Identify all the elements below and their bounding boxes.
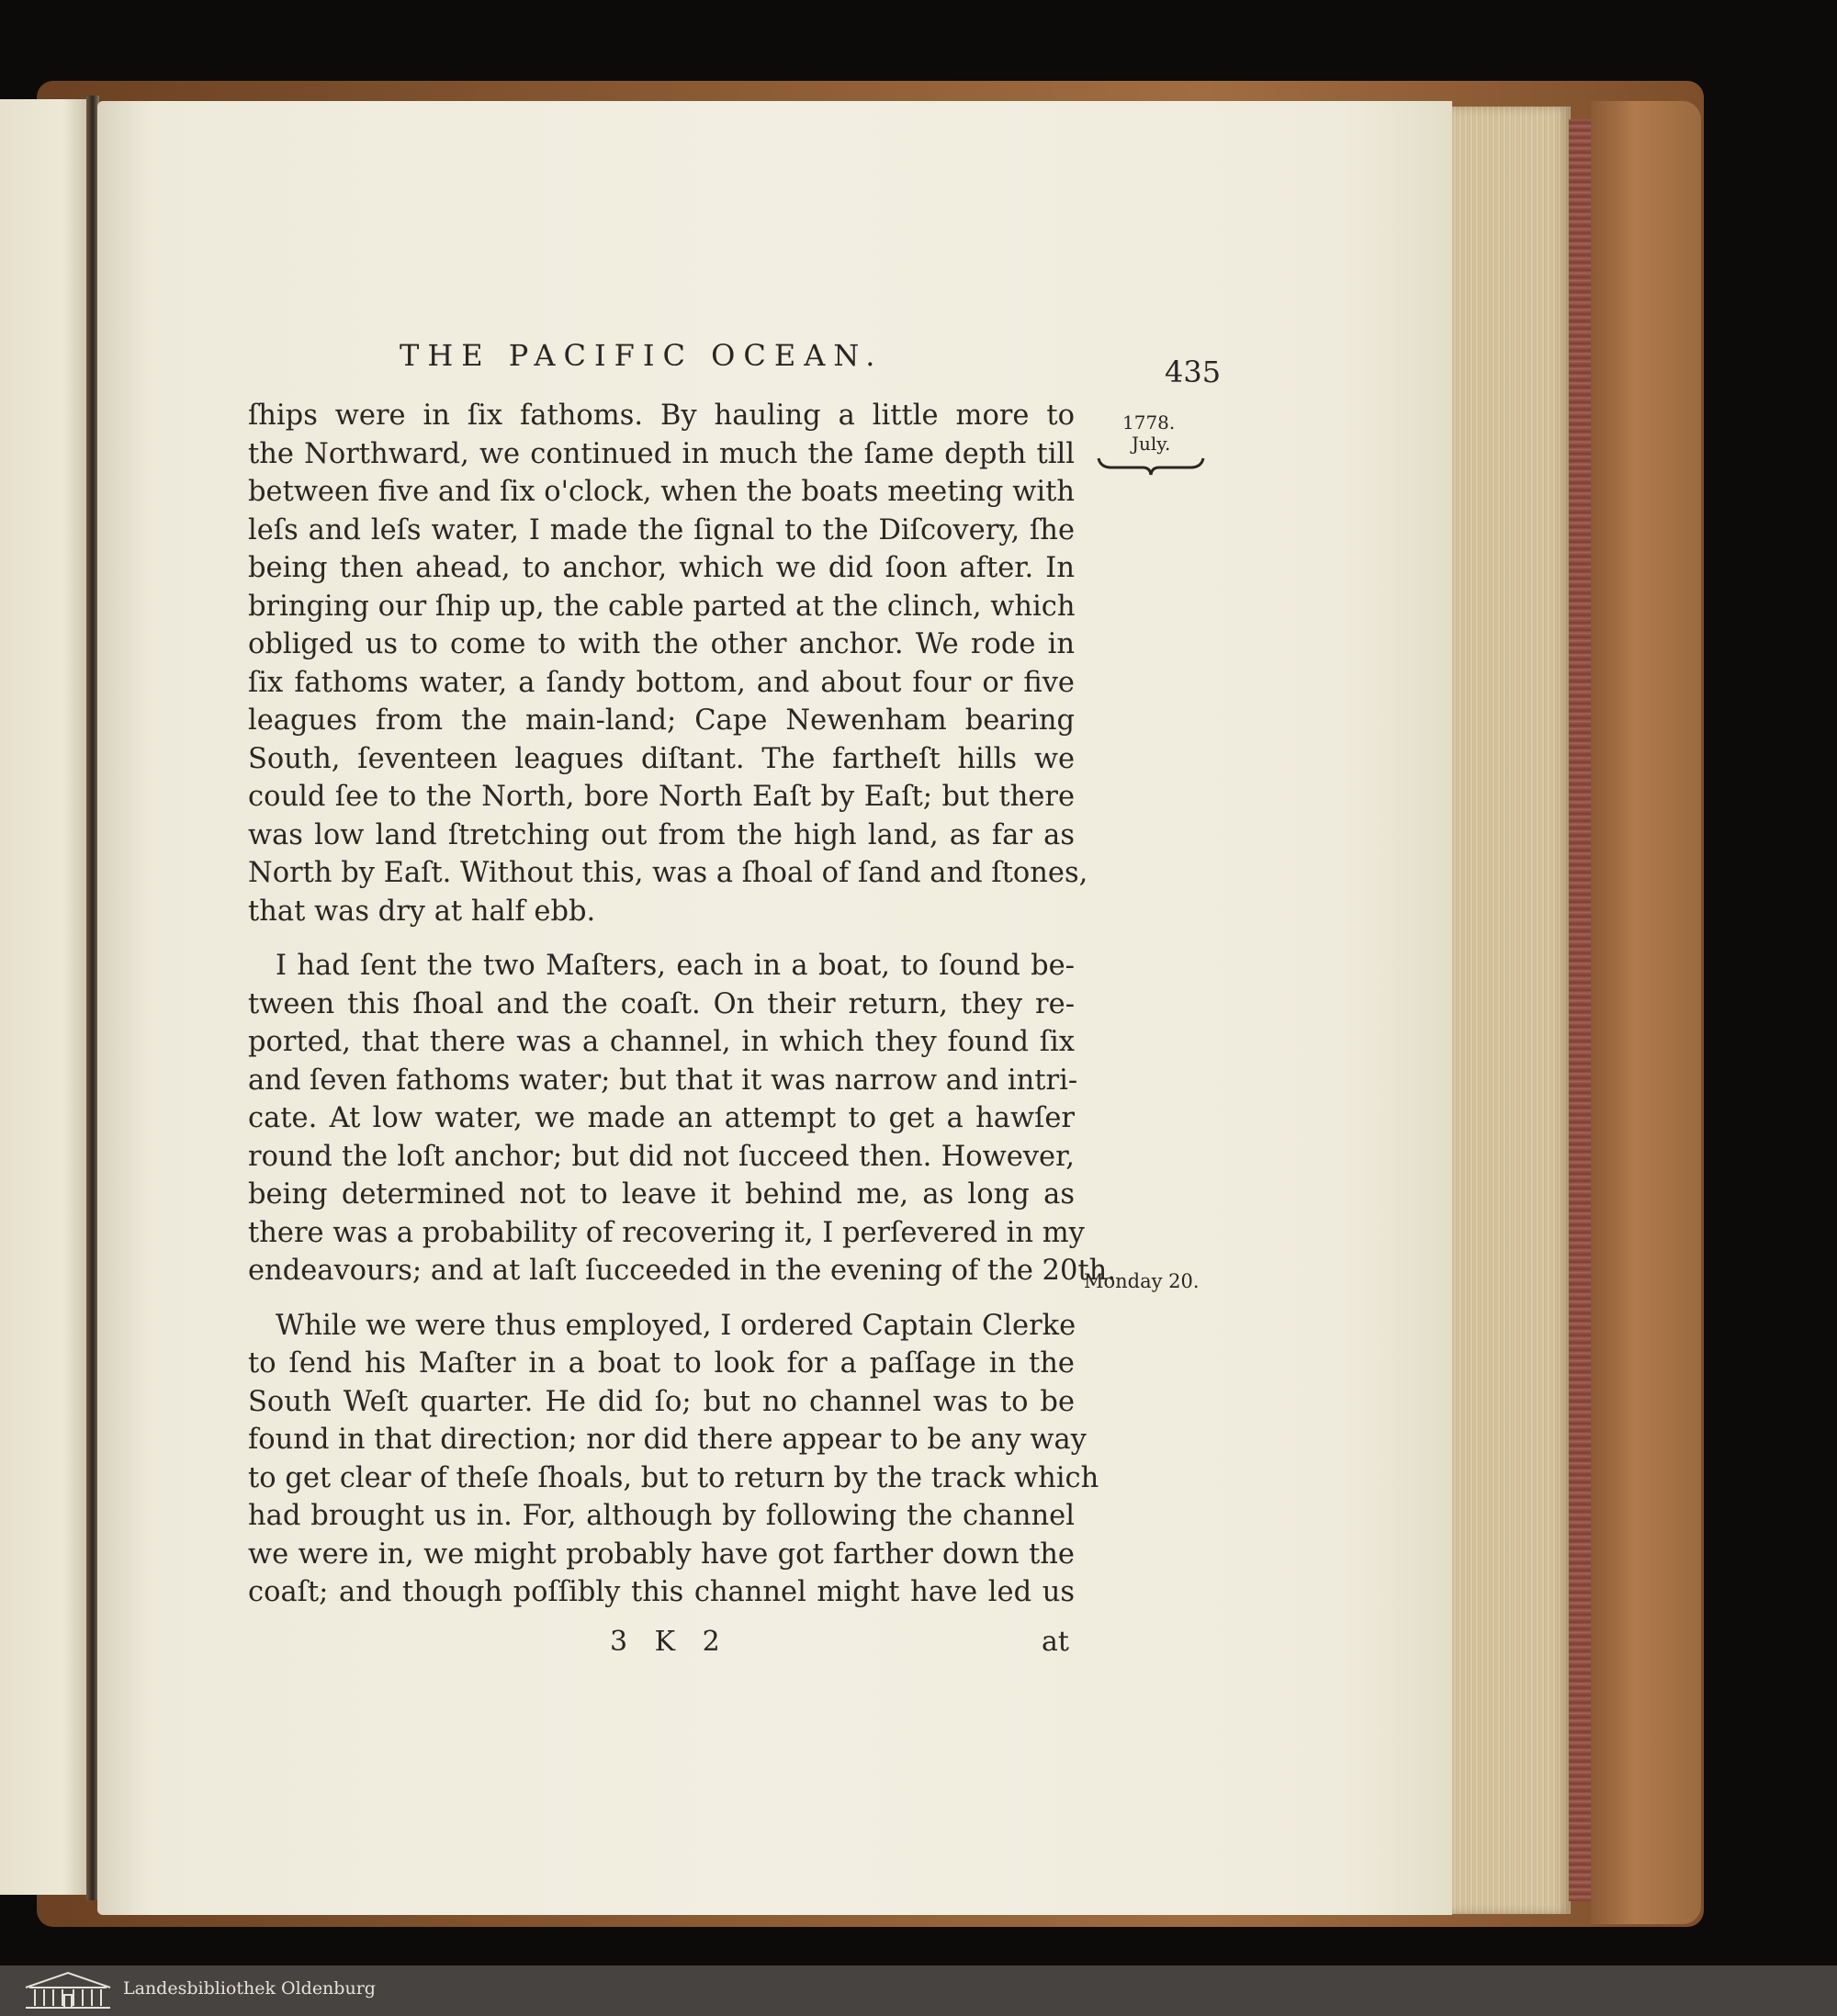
text-line: to ſend his Maſter in a boat to look for a paſſage in the	[248, 1347, 1075, 1380]
text-line: North by Eaſt. Without this, was a ſhoal of ſand and ſtones,	[248, 857, 1088, 889]
paragraph	[248, 947, 1116, 1290]
text-line: ported, that there was a channel, in which they found ſix	[248, 1026, 1075, 1058]
text-line: and ſeven fathoms water; but that it was narrow and intri-	[248, 1064, 1078, 1097]
text-line: leagues from the main-land; Cape Newenham bearing	[248, 704, 1075, 737]
paragraph	[248, 1307, 1099, 1612]
text-line: the Northward, we continued in much the ſame depth till	[248, 437, 1075, 470]
text-line: obliged us to come to with the other anchor. We rode in	[248, 628, 1075, 660]
page-block-edges	[1451, 107, 1571, 1914]
text-line: cate. At low water, we made an attempt to get a hawſer	[248, 1102, 1075, 1134]
library-building-icon	[22, 1969, 114, 2011]
body-text	[248, 397, 1116, 1628]
margin-year: 1778.	[1122, 411, 1176, 434]
text-line: bringing our ſhip up, the cable parted at the clinch, which	[248, 590, 1076, 623]
left-page-edge	[0, 99, 90, 1895]
text-line: between five and ſix o'clock, when the boats meeting with	[248, 476, 1075, 508]
text-line: South, ſeventeen leagues diſtant. The fartheſt hills we	[248, 742, 1075, 775]
text-line: endeavours; and at laſt ſucceeded in the evening of the 20th.	[248, 1255, 1116, 1287]
margin-date-note: Monday 20.	[1084, 1270, 1200, 1292]
text-line: was low land ſtretching out from the high land, as far as	[248, 818, 1075, 851]
paragraph	[248, 397, 1088, 930]
text-line: had brought us in. For, although by following the channel	[248, 1500, 1075, 1532]
page-number: 435	[1165, 355, 1222, 389]
text-line: I had ſent the two Maſters, each in a boat, to ſound be-	[276, 950, 1075, 982]
text-line: round the loſt anchor; but did not ſucceed then. However,	[248, 1140, 1075, 1173]
signature-mark: 3 K 2	[610, 1626, 729, 1658]
catchword: at	[1042, 1626, 1069, 1658]
leather-binding	[1591, 101, 1701, 1924]
footer-bar	[0, 1965, 1837, 2016]
text-line: to get clear of theſe ſhoals, but to return by the track which	[248, 1461, 1099, 1494]
text-line: coaſt; and though poſſibly this channel might have led us	[248, 1576, 1075, 1608]
margin-brace-icon	[1097, 453, 1205, 477]
text-line: being determined not to leave it behind me, as long as	[248, 1178, 1075, 1211]
margin-month: July.	[1132, 433, 1171, 455]
library-name[interactable]: Landesbibliothek Oldenburg	[123, 1978, 376, 1999]
text-line: ſix fathoms water, a ſandy bottom, and about four or five	[248, 666, 1075, 699]
text-line: leſs and leſs water, I made the ſignal to the Diſcovery, ſhe	[248, 513, 1075, 546]
sprinkled-edge	[1569, 119, 1591, 1901]
text-line: could ſee to the North, bore North Eaſt by Eaſt; but there	[248, 781, 1075, 813]
text-line: South Weſt quarter. He did ſo; but no channel was to be	[248, 1385, 1075, 1418]
text-line: we were in, we might probably have got farther down the	[248, 1537, 1075, 1571]
text-line: being then ahead, to anchor, which we did ſoon after. In	[248, 552, 1075, 584]
text-line: While we were thus employed, I ordered Captain Clerke	[276, 1309, 1076, 1342]
text-line: ſhips were in ſix fathoms. By hauling a little more to	[248, 400, 1075, 432]
text-line: that was dry at half ebb.	[248, 895, 596, 928]
text-line: there was a probability of recovering it, I perſevered in my	[248, 1216, 1085, 1249]
text-line: tween this ſhoal and the coaſt. On their return, they re-	[248, 987, 1075, 1020]
running-head: THE PACIFIC OCEAN.	[400, 338, 884, 373]
text-line: found in that direction; nor did there appear to be any way	[248, 1424, 1087, 1456]
